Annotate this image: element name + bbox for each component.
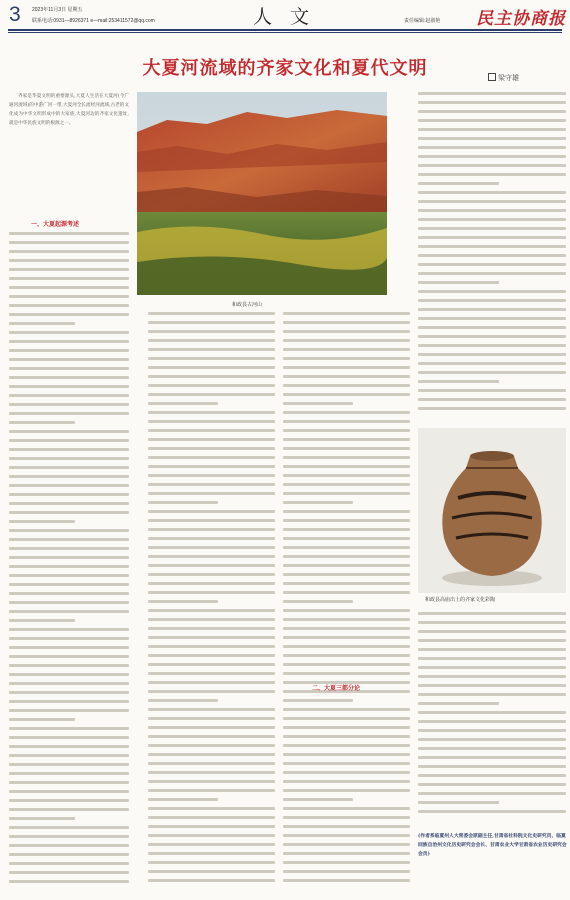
text-line	[9, 457, 129, 460]
section-title: 人 文	[253, 6, 316, 28]
text-line	[148, 807, 275, 810]
text-line	[9, 781, 129, 784]
text-line	[418, 720, 566, 723]
text-line	[9, 403, 129, 406]
text-line	[9, 682, 129, 685]
text-line	[148, 636, 275, 639]
text-line	[9, 556, 129, 559]
painted-pottery-icon	[418, 428, 566, 593]
text-line	[283, 645, 410, 648]
text-line	[9, 412, 129, 415]
text-line	[418, 200, 566, 203]
page-number: 3	[9, 3, 21, 26]
text-line	[9, 385, 129, 388]
text-line	[9, 511, 129, 514]
byline-box-icon	[488, 73, 496, 81]
text-line	[9, 493, 129, 496]
text-line	[418, 146, 566, 149]
text-line	[283, 663, 410, 666]
text-line	[148, 348, 275, 351]
contact-info: 联系电话:0931—8926371 e—mail:253411572@qq.com	[32, 18, 155, 24]
text-line	[418, 272, 566, 275]
text-line	[283, 555, 410, 558]
text-line	[148, 663, 275, 666]
text-line	[148, 528, 275, 531]
text-line	[283, 564, 410, 567]
text-line	[148, 366, 275, 369]
text-line	[283, 672, 410, 675]
text-line	[148, 843, 275, 846]
text-line	[148, 429, 275, 432]
text-line	[418, 173, 566, 176]
text-line	[148, 753, 275, 756]
text-line	[283, 591, 410, 594]
text-line	[9, 664, 129, 667]
text-line	[283, 762, 410, 765]
text-line	[283, 780, 410, 783]
text-line	[148, 537, 275, 540]
text-line	[9, 439, 129, 442]
photo-caption-landscape: 和政县古河山	[232, 302, 263, 308]
text-line	[418, 209, 566, 212]
responsible-editor: 责任编辑:赵淑艳	[404, 18, 441, 24]
text-line	[283, 618, 410, 621]
text-line	[283, 384, 410, 387]
text-line	[148, 447, 275, 450]
author-bio: (作者系临夏州人大常委会原副主任,甘肃省社科院文化史研究员、临夏回族自治州文化历史研究会会长、甘肃农业大学甘肃省农业历史研究会会员)	[418, 833, 567, 857]
column-2-body	[148, 312, 275, 888]
text-line	[283, 465, 410, 468]
text-line	[148, 573, 275, 576]
text-line	[283, 573, 410, 576]
text-line	[9, 610, 129, 613]
text-line	[418, 362, 566, 365]
text-line	[283, 699, 353, 702]
text-line	[148, 780, 275, 783]
text-line	[9, 718, 75, 721]
text-line	[283, 474, 410, 477]
text-line	[418, 371, 566, 374]
text-line	[418, 398, 566, 401]
text-line	[148, 789, 275, 792]
text-line	[418, 218, 566, 221]
text-line	[9, 601, 129, 604]
text-line	[148, 501, 218, 504]
text-line	[9, 763, 129, 766]
text-line	[418, 353, 566, 356]
text-line	[148, 627, 275, 630]
text-line	[148, 519, 275, 522]
text-line	[148, 483, 275, 486]
text-line	[418, 747, 566, 750]
text-line	[9, 808, 129, 811]
text-line	[283, 501, 353, 504]
photo-caption-pottery: 和政县高庙出土的齐家文化彩陶	[425, 597, 496, 603]
text-line	[9, 592, 129, 595]
text-line	[9, 277, 129, 280]
text-line	[283, 771, 410, 774]
text-line	[283, 546, 410, 549]
text-line	[283, 420, 410, 423]
text-line	[418, 702, 499, 705]
text-line	[283, 789, 410, 792]
text-line	[9, 826, 129, 829]
text-line	[148, 825, 275, 828]
text-line	[283, 339, 410, 342]
newspaper-logo: 民主协商报	[476, 9, 566, 29]
text-line	[148, 402, 218, 405]
text-line	[9, 673, 129, 676]
text-line	[418, 245, 566, 248]
text-line	[9, 862, 129, 865]
text-line	[283, 429, 410, 432]
text-line	[283, 861, 410, 864]
text-line	[9, 637, 129, 640]
text-line	[283, 492, 410, 495]
text-line	[148, 330, 275, 333]
text-line	[148, 321, 275, 324]
text-line	[418, 101, 566, 104]
text-line	[418, 236, 566, 239]
text-line	[418, 191, 566, 194]
text-line	[9, 421, 75, 424]
subheading-three-capitals: 二、大夏三都分论	[312, 685, 361, 692]
text-line	[283, 852, 410, 855]
text-line	[283, 708, 410, 711]
text-line	[9, 700, 129, 703]
text-line	[148, 393, 275, 396]
text-line	[9, 565, 129, 568]
text-line	[9, 484, 129, 487]
text-line	[418, 783, 566, 786]
masthead-rule	[8, 29, 562, 31]
text-line	[9, 241, 129, 244]
text-line	[418, 110, 566, 113]
text-line	[148, 744, 275, 747]
text-line	[9, 358, 129, 361]
text-line	[9, 871, 129, 874]
text-line	[148, 546, 275, 549]
text-line	[283, 402, 353, 405]
intro-paragraph: 齐家是华夏文明的重要源头,大夏人生活在大夏河(今广通河流域)的中游广河一带,大夏河全长流经河流域,古老的文化成为中华文明形成中的大家族,大夏河边的齐家文化遗址,就是中华民族文明的根源之一。	[9, 94, 129, 126]
text-line	[418, 756, 566, 759]
text-line	[418, 630, 566, 633]
text-line	[283, 726, 410, 729]
text-line	[9, 331, 129, 334]
text-line	[9, 295, 129, 298]
text-line	[9, 727, 129, 730]
text-line	[283, 600, 353, 603]
text-line	[9, 340, 129, 343]
text-line	[283, 330, 410, 333]
text-line	[283, 438, 410, 441]
text-line	[9, 646, 129, 649]
text-line	[283, 582, 410, 585]
text-line	[283, 735, 410, 738]
text-line	[9, 844, 129, 847]
text-line	[148, 681, 275, 684]
text-line	[148, 861, 275, 864]
text-line	[283, 834, 410, 837]
text-line	[9, 430, 129, 433]
text-line	[148, 798, 218, 801]
text-line	[148, 411, 275, 414]
text-line	[283, 627, 410, 630]
text-line	[283, 636, 410, 639]
text-line	[283, 798, 353, 801]
text-line	[418, 299, 566, 302]
text-line	[148, 591, 275, 594]
text-line	[418, 155, 566, 158]
text-line	[418, 290, 566, 293]
text-line	[9, 583, 129, 586]
text-line	[9, 304, 129, 307]
text-line	[283, 456, 410, 459]
column-1-body	[9, 232, 129, 889]
text-line	[283, 807, 410, 810]
text-line	[148, 771, 275, 774]
text-line	[9, 835, 129, 838]
author-byline	[488, 73, 519, 83]
text-line	[9, 529, 129, 532]
text-line	[148, 852, 275, 855]
text-line	[418, 612, 566, 615]
subheading-origin: 一、大夏起源考述	[31, 221, 80, 228]
landscape-photo	[137, 92, 387, 295]
text-line	[9, 754, 129, 757]
text-line	[148, 456, 275, 459]
text-line	[9, 367, 129, 370]
text-line	[418, 137, 566, 140]
text-line	[283, 537, 410, 540]
text-line	[9, 880, 129, 883]
text-line	[283, 528, 410, 531]
text-line	[9, 745, 129, 748]
text-line	[148, 564, 275, 567]
text-line	[283, 843, 410, 846]
text-line	[283, 447, 410, 450]
red-cliff-photo-icon	[137, 92, 387, 295]
text-line	[283, 825, 410, 828]
text-line	[9, 313, 129, 316]
text-line	[418, 765, 566, 768]
text-line	[418, 657, 566, 660]
text-line	[283, 483, 410, 486]
text-line	[418, 711, 566, 714]
text-line	[418, 92, 566, 95]
text-line	[418, 119, 566, 122]
text-line	[9, 286, 129, 289]
text-line	[9, 475, 129, 478]
text-line	[148, 375, 275, 378]
text-line	[9, 322, 75, 325]
text-line	[9, 538, 129, 541]
text-line	[283, 816, 410, 819]
text-line	[9, 520, 75, 523]
text-line	[9, 709, 129, 712]
text-line	[418, 407, 566, 410]
text-line	[418, 729, 566, 732]
text-line	[418, 335, 566, 338]
text-line	[283, 744, 410, 747]
text-line	[418, 317, 566, 320]
text-line	[283, 366, 410, 369]
text-line	[9, 250, 129, 253]
text-line	[418, 801, 499, 804]
text-line	[283, 348, 410, 351]
column-3-body	[283, 312, 410, 888]
text-line	[418, 380, 499, 383]
text-line	[148, 618, 275, 621]
text-line	[9, 619, 75, 622]
text-line	[283, 312, 410, 315]
text-line	[418, 326, 566, 329]
text-line	[9, 736, 129, 739]
text-line	[418, 684, 566, 687]
text-line	[283, 519, 410, 522]
text-line	[9, 502, 129, 505]
text-line	[9, 853, 129, 856]
text-line	[9, 448, 129, 451]
text-line	[9, 655, 129, 658]
text-line	[9, 268, 129, 271]
text-line	[418, 648, 566, 651]
text-line	[9, 349, 129, 352]
text-line	[283, 510, 410, 513]
text-line	[148, 609, 275, 612]
text-line	[148, 438, 275, 441]
text-line	[148, 312, 275, 315]
text-line	[148, 582, 275, 585]
text-line	[418, 182, 499, 185]
text-line	[283, 753, 410, 756]
author-name: 梁守雄	[498, 75, 519, 82]
text-line	[418, 774, 566, 777]
text-line	[9, 772, 129, 775]
text-line	[418, 738, 566, 741]
text-line	[418, 254, 566, 257]
text-line	[418, 263, 566, 266]
text-line	[148, 690, 275, 693]
text-line	[9, 259, 129, 262]
text-line	[283, 654, 410, 657]
masthead-rule-thin	[8, 32, 562, 33]
text-line	[148, 465, 275, 468]
text-line	[283, 717, 410, 720]
text-line	[148, 420, 275, 423]
text-line	[148, 699, 218, 702]
text-line	[9, 376, 129, 379]
text-line	[418, 281, 499, 284]
text-line	[283, 357, 410, 360]
text-line	[9, 790, 129, 793]
text-line	[148, 492, 275, 495]
text-line	[148, 834, 275, 837]
text-line	[283, 870, 410, 873]
text-line	[9, 466, 129, 469]
text-line	[418, 621, 566, 624]
text-line	[148, 735, 275, 738]
text-line	[148, 600, 218, 603]
text-line	[9, 691, 129, 694]
column-4-lower-body	[418, 612, 566, 819]
text-line	[418, 639, 566, 642]
text-line	[9, 574, 129, 577]
issue-date: 2023年11月3日 星期五	[32, 7, 83, 13]
text-line	[418, 792, 566, 795]
text-line	[148, 816, 275, 819]
text-line	[9, 799, 129, 802]
text-line	[148, 474, 275, 477]
text-line	[148, 654, 275, 657]
text-line	[148, 384, 275, 387]
text-line	[418, 675, 566, 678]
text-line	[418, 128, 566, 131]
text-line	[148, 339, 275, 342]
text-line	[9, 628, 129, 631]
text-line	[418, 666, 566, 669]
text-line	[283, 321, 410, 324]
text-line	[418, 164, 566, 167]
text-line	[418, 308, 566, 311]
text-line	[283, 879, 410, 882]
text-line	[9, 817, 75, 820]
text-line	[148, 708, 275, 711]
text-line	[148, 870, 275, 873]
text-line	[418, 389, 566, 392]
text-line	[148, 762, 275, 765]
column-4-body	[418, 92, 566, 416]
article-headline: 大夏河流域的齐家文化和夏代文明	[142, 58, 428, 79]
text-line	[283, 393, 410, 396]
text-line	[148, 672, 275, 675]
text-line	[283, 375, 410, 378]
pottery-photo	[418, 428, 566, 593]
text-line	[148, 879, 275, 882]
text-line	[9, 232, 129, 235]
text-line	[148, 645, 275, 648]
text-line	[148, 717, 275, 720]
text-line	[148, 726, 275, 729]
text-line	[148, 510, 275, 513]
text-line	[418, 227, 566, 230]
masthead	[0, 0, 570, 30]
text-line	[283, 609, 410, 612]
text-line	[9, 547, 129, 550]
text-line	[9, 394, 129, 397]
text-line	[148, 555, 275, 558]
text-line	[418, 810, 566, 813]
text-line	[418, 693, 566, 696]
text-line	[148, 357, 275, 360]
text-line	[283, 411, 410, 414]
text-line	[418, 344, 566, 347]
